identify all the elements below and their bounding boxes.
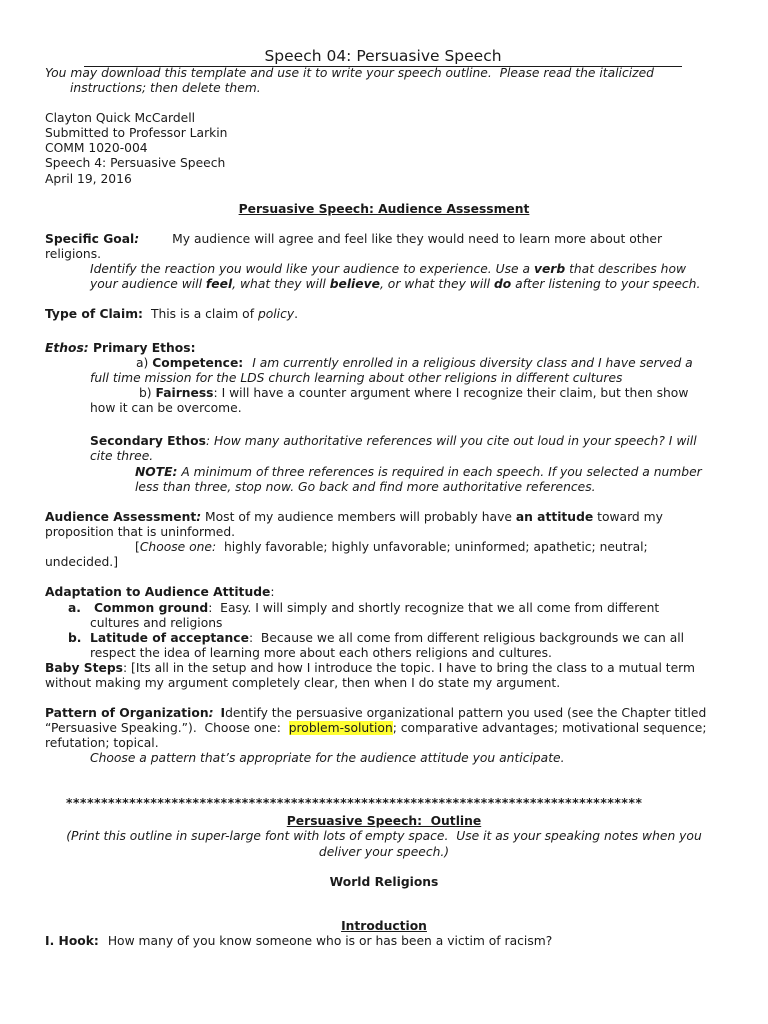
instr-text: , or what they will xyxy=(379,277,494,291)
instr-text: , what they will xyxy=(232,277,330,291)
audience-assessment-label: Audience Assessment xyxy=(45,510,197,524)
secondary-ethos-text: : How many authoritative references will you cite out loud in your speech? I will xyxy=(205,434,697,448)
specific-goal-colon: : xyxy=(134,232,140,246)
latitude-line-2: respect the idea of learning more about each others religions and cultures. xyxy=(90,646,552,660)
ethos-a-marker: a) xyxy=(136,356,153,370)
pattern-colon: : xyxy=(208,706,214,720)
audience-assessment-text: toward my xyxy=(593,510,663,524)
instr-emphasis-do: do xyxy=(494,277,512,291)
adaptation-latitude xyxy=(90,631,684,646)
competence-text-line-2: full time mission for the LDS church learning about other religions in different cultures xyxy=(90,371,623,385)
baby-steps xyxy=(45,661,695,676)
ethos-competence xyxy=(136,356,693,371)
latitude-label: Latitude of acceptance xyxy=(90,631,249,645)
audience-assessment xyxy=(45,510,663,525)
instr-text: that describes how xyxy=(565,262,687,276)
instr-text: Identify the reaction you would like your audience to experience. Use a xyxy=(90,262,534,276)
pattern-text: dentify the persuasive organizational pattern you used (see the Chapter titled xyxy=(225,706,707,720)
baby-steps-label: Baby Steps xyxy=(45,661,123,675)
audience-assessment-line-2: proposition that is uninformed. xyxy=(45,525,236,539)
latitude-text: : Because we all come from different religious backgrounds we can all xyxy=(248,631,685,645)
speech-topic: World Religions xyxy=(329,875,439,889)
pattern-of-organization xyxy=(45,706,706,721)
type-of-claim-value: policy xyxy=(257,307,295,321)
note-label: NOTE: xyxy=(135,465,178,479)
competence-label: Competence: xyxy=(152,356,244,370)
audience-assessment-colon: : xyxy=(196,510,202,524)
ethos-heading xyxy=(45,341,195,356)
secondary-ethos xyxy=(90,434,697,449)
pattern-instruction: Choose a pattern that’s appropriate for the audience attitude you anticipate. xyxy=(90,751,565,765)
baby-steps-line-2: without making my argument completely clear, then when I do state my argument. xyxy=(45,676,561,690)
type-of-claim-label: Type of Claim: xyxy=(45,307,143,321)
ethos-note xyxy=(135,465,702,480)
ethos-b-marker: b) xyxy=(139,386,156,400)
instr-text: your audience will xyxy=(90,277,206,291)
specific-goal-label: Specific Goal xyxy=(45,232,135,246)
adaptation-a-marker: a. xyxy=(68,601,81,615)
type-of-claim-end: . xyxy=(294,307,299,321)
fairness-text-line-2: how it can be overcome. xyxy=(90,401,242,415)
specific-goal-instruction-2 xyxy=(90,277,700,292)
pattern-label: Pattern of Organization xyxy=(45,706,209,720)
ethos-note-line-2: less than three, stop now. Go back and find more authoritative references. xyxy=(135,480,596,494)
author-name: Clayton Quick McCardell xyxy=(45,111,196,125)
competence-text: I am currently enrolled in a religious diversity class and I have served a xyxy=(252,356,693,370)
pattern-bold-initial: I xyxy=(220,706,226,720)
attitude-options xyxy=(135,540,648,555)
common-ground-line-2: cultures and religions xyxy=(90,616,223,630)
adaptation-colon: : xyxy=(270,585,275,599)
specific-goal-text: My audience will agree and feel like they would need to learn more about other xyxy=(172,232,663,246)
ethos-fairness xyxy=(139,386,688,401)
speech-name: Speech 4: Persuasive Speech xyxy=(45,156,226,170)
instr-emphasis-feel: feel xyxy=(205,277,233,291)
specific-goal-instruction-1 xyxy=(90,262,686,277)
hook-text: How many of you know someone who is or has been a victim of racism? xyxy=(107,934,553,948)
note-text: A minimum of three references is required in each speech. If you selected a number xyxy=(177,465,702,479)
adaptation-heading xyxy=(45,585,275,600)
submitted-to: Submitted to Professor Larkin xyxy=(45,126,228,140)
attitude-options-line-2: undecided.] xyxy=(45,555,119,569)
pattern-line-3: refutation; topical. xyxy=(45,736,159,750)
assessment-heading: Persuasive Speech: Audience Assessment xyxy=(238,202,530,216)
choose-one-label: Choose one: xyxy=(139,540,217,554)
secondary-ethos-label: Secondary Ethos xyxy=(90,434,206,448)
common-ground-text: : Easy. I will simply and shortly recognize that we all come from different xyxy=(208,601,660,615)
pattern-text: ; comparative advantages; motivational sequence; xyxy=(392,721,707,735)
speech-date: April 19, 2016 xyxy=(45,172,132,186)
attitude-options-text: highly favorable; highly unfavorable; uninformed; apathetic; neutral; xyxy=(216,540,648,554)
pattern-line-2 xyxy=(45,721,706,736)
audience-attitude-emphasis: an attitude xyxy=(515,510,594,524)
audience-assessment-text: Most of my audience members will probably have xyxy=(201,510,516,524)
adaptation-common-ground xyxy=(94,601,659,616)
outline-note-line-1: (Print this outline in super-large font with lots of empty space. Use it as your speaking notes when you xyxy=(66,829,702,843)
bracket-open: [ xyxy=(135,540,140,554)
type-of-claim-text: This is a claim of xyxy=(150,307,258,321)
highlighted-choice: problem-solution xyxy=(288,721,393,735)
fairness-label: Fairness xyxy=(155,386,214,400)
fairness-text: : I will have a counter argument where I recognize their claim, but then show xyxy=(213,386,689,400)
specific-goal-line-2: religions. xyxy=(45,247,102,261)
outline-heading: Persuasive Speech: Outline xyxy=(286,814,482,828)
instr-text: after listening to your speech. xyxy=(511,277,701,291)
adaptation-label: Adaptation to Audience Attitude xyxy=(45,585,271,599)
hook-label: I. Hook: xyxy=(45,934,99,948)
hook-line xyxy=(45,934,552,949)
outline-note-line-2: deliver your speech.) xyxy=(318,845,450,859)
type-of-claim xyxy=(45,307,298,322)
pattern-text: “Persuasive Speaking.”). Choose one: xyxy=(45,721,289,735)
primary-ethos-label: Primary Ethos: xyxy=(88,341,196,355)
specific-goal-line-1 xyxy=(45,232,662,247)
instr-emphasis-verb: verb xyxy=(533,262,566,276)
intro-instruction-line-2: instructions; then delete them. xyxy=(70,81,261,95)
ethos-label: Ethos: xyxy=(45,341,89,355)
separator-asterisks: ********************************************************************************** xyxy=(66,796,643,810)
common-ground-label: Common ground xyxy=(94,601,209,615)
adaptation-b-marker: b. xyxy=(68,631,82,645)
baby-steps-text: : [Its all in the setup and how I introduce the topic. I have to bring the class to a mutual term xyxy=(122,661,695,675)
page-title: Speech 04: Persuasive Speech xyxy=(84,48,682,67)
introduction-heading: Introduction xyxy=(341,919,427,933)
secondary-ethos-line-2: cite three. xyxy=(90,449,154,463)
intro-instruction-line-1: You may download this template and use it to write your speech outline. Please read the italicized xyxy=(45,66,654,80)
instr-emphasis-believe: believe xyxy=(329,277,380,291)
course-code: COMM 1020-004 xyxy=(45,141,148,155)
